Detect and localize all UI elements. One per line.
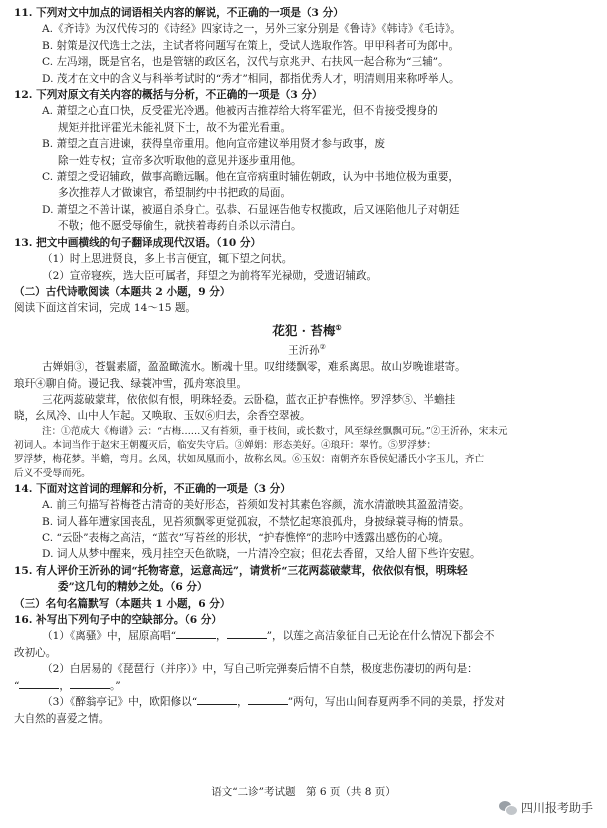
section-3-heading: （三）名句名篇默写（本题共 1 小题，6 分） — [14, 597, 231, 610]
q12-option-a: A. 萧望之心直口快，反受霍光冷遇。他被丙吉推荐给大将军霍光，但不肯接受搜身的 — [42, 105, 438, 118]
poem-line-4: 晓，幺凤冷、山中人乍起。又唤取、玉奴⑥归去，余香空翠被。 — [14, 410, 311, 423]
poem-note-1: 注：①范成大《梅谱》云：“古梅……又有苔须，垂于枝间，或长数寸，风至绿丝飘飘可玩。”②王沂孙，宋末元 — [42, 425, 508, 437]
fill-blank[interactable] — [70, 678, 110, 689]
q13-sentence-2: （2）宣帝寝疾，选大臣可属者，拜望之为前将军光禄勋，受遗诏辅政。 — [42, 269, 378, 282]
fill-blank[interactable] — [248, 694, 288, 705]
watermark-text: 四川报考助手 — [520, 801, 593, 815]
q12-option-a-cont: 规矩并批评霍光未能礼贤下士，故不为霍光看重。 — [58, 121, 292, 134]
poem-line-3: 三花两蕊破蒙茸，依依似有恨，明珠轻委。云卧稳，蓝衣正护春憔悴。罗浮梦⑤、半蟾挂 — [42, 394, 456, 406]
fill-blank[interactable] — [19, 678, 59, 689]
poem-title: 花犯 · 苔梅① — [272, 322, 342, 338]
q16-item-1: （1）《离骚》中，屈原高唱“ ， ”，以莲之高洁象征自己无论在什么情况下都会不 — [42, 630, 495, 643]
q13-sentence-1: （1）时上思进贤良，多上书言便宜，辄下望之问状。 — [42, 253, 293, 266]
fill-blank[interactable] — [197, 694, 237, 705]
q11-option-a: A.《齐诗》为汉代传习的《诗经》四家诗之一，另外三家分别是《鲁诗》《韩诗》《毛诗》。 — [42, 23, 461, 36]
q11-stem: 11. 下列对文中加点的词语相关内容的解说，不正确的一项是（3 分） — [14, 7, 344, 19]
poem-note-2: 初词人。本词当作于赵宋王朝覆灭后，临安失守后。③婵娟：形态美好。④琅玕：翠竹。⑤罗浮梦： — [14, 439, 437, 451]
q16-item-2: （2）白居易的《琵琶行（并序）》中，写自己听完弹奏后情不自禁，极度悲伤凄切的两句是： — [42, 663, 478, 676]
exam-page — [14, 5, 600, 727]
q14-option-a: A. 前三句描写苔梅苍古清奇的美好形态，苔须如发衬其素色容颜，流水清澈映其盈盈清姿。 — [42, 499, 470, 512]
q12-option-b-cont: 除一姓专权；宣帝多次听取他的意见并逐步重用他。 — [58, 154, 302, 167]
q14-option-d: D. 词人从梦中醒来，残月挂空天色欲晓，一片清冷空寂；但花去香留，又给人留下些许安慰。 — [42, 548, 481, 561]
watermark — [499, 800, 593, 816]
q12-option-c-cont: 多次推荐人才做谏官，希望制约中书把政的局面。 — [58, 187, 292, 200]
q14-option-b: B. 词人暮年遭家国丧乱，见苔须飘零更觉孤寂，不禁忆起寒浪孤舟，身披绿蓑寻梅的情景。 — [42, 515, 470, 528]
q13-stem: 13. 把文中画横线的句子翻译成现代汉语。（10 分） — [14, 236, 262, 249]
poem-note-3: 罗浮梦，梅花梦。半蟾，弯月。幺凤，状如凤凰而小，故称幺凤。⑥玉奴：南朝齐东昏侯妃潘氏小字玉儿，齐亡 — [14, 453, 485, 465]
q16-stem: 16. 补写出下列句子中的空缺部分。（6 分） — [14, 614, 222, 627]
section-2-intro: 阅读下面这首宋词，完成 14～15 题。 — [14, 302, 197, 315]
fill-blank[interactable] — [227, 628, 267, 639]
poem-line-1: 古婵娟③，苍鬟素靥，盈盈瞰流水。断魂十里。叹绀缕飘零，难系离思。故山岁晚谁堪寄。 — [42, 361, 466, 374]
poem-author: 王沂孙② — [288, 343, 326, 357]
fill-blank[interactable] — [176, 628, 216, 639]
q11-option-d: D. 茂才在文中的含义与科举考试时的“秀才”相同，都指优秀人才，明清则用来称呼举人。 — [42, 72, 460, 85]
section-2-heading: （二）古代诗歌阅读（本题共 2 小题，9 分） — [14, 285, 231, 298]
q12-option-d: D. 萧望之不善计谋，被逼自杀身亡。弘恭、石显诬告他专权揽政，后又诬陷他儿子对朝廷 — [42, 203, 460, 216]
q12-option-c: C. 萧望之受诏辅政，做事高瞻远瞩。他在宣帝病重时辅佐朝政，认为中书地位极为重要， — [42, 171, 460, 184]
q12-option-d-cont: 不敬；他不愿受辱偷生，就挟着毒药自杀以示清白。 — [58, 220, 302, 233]
q16-item-2-answer: “ ， 。” — [14, 679, 121, 692]
poem-line-2: 琅玕④聊自倚。谩记我、绿蓑冲雪，孤舟寒浪里。 — [14, 377, 248, 390]
q12-option-b: B. 萧望之直言进谏，获得皇帝重用。他向宣帝建议举用贤才参与政事，废 — [42, 138, 385, 151]
q15-stem: 15. 有人评价王沂孙的词“托物寄意，运意高远”，请赏析“三花两蕊破蒙茸，依依似有恨，明珠轻 — [14, 564, 468, 577]
q15-stem-cont: 委”这几句的精妙之处。（6 分） — [58, 581, 208, 594]
q14-option-c: C. “云卧”表梅之高洁，“蓝衣”写苔丝的形状，“护春憔悴”的悲吟中透露出感伤的心境。 — [42, 532, 450, 545]
q12-stem: 12. 下列对原文有关内容的概括与分析，不正确的一项是（3 分） — [14, 89, 323, 102]
poem-note-4: 后义不受辱而死。 — [14, 467, 91, 479]
q11-option-b: B. 射策是汉代选士之法，主试者将问题写在策上，受试人选取作答。甲甲科者可为郎中。 — [42, 39, 460, 52]
q14-stem: 14. 下面对这首词的理解和分析，不正确的一项是（3 分） — [14, 482, 291, 495]
wechat-icon — [499, 801, 517, 815]
q16-item-3-cont: 大自然的喜爱之情。 — [14, 712, 110, 725]
q16-item-3: （3）《醉翁亭记》中，欧阳修以“ ， ”两句，写出山间春夏两季不同的美景，抒发对 — [42, 696, 506, 709]
q11-option-c: C. 左冯翊，既是官名，也是管辖的政区名，汉代与京兆尹、右扶风一起合称为“三辅”。 — [42, 56, 449, 69]
q16-item-1-cont: 改初心。 — [14, 646, 57, 659]
page-footer: 语文“二诊”考试题 第 6 页（共 8 页） — [211, 786, 396, 798]
